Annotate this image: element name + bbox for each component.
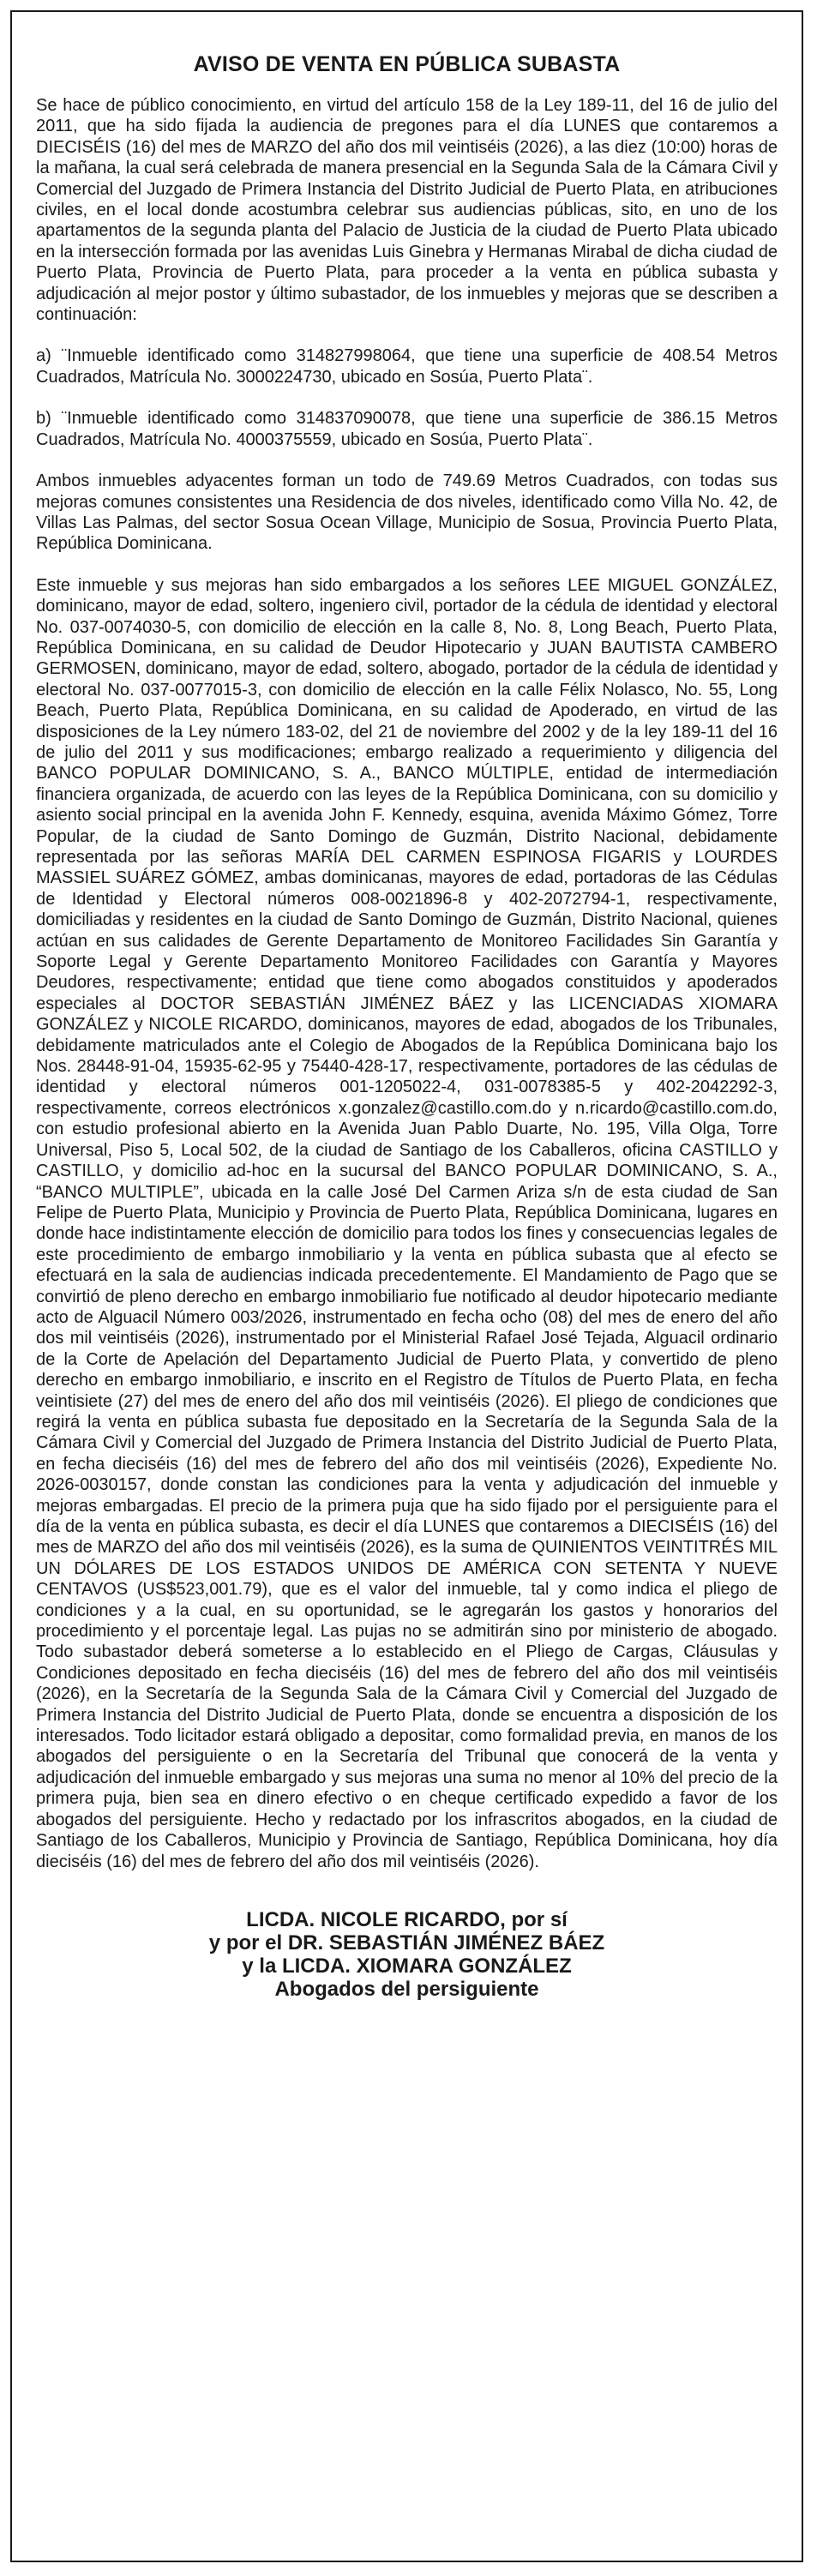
legal-notice-box (10, 10, 803, 2562)
signature-line-1: LICDA. NICOLE RICARDO, por sí (246, 1907, 568, 1931)
intro-paragraph: Se hace de público conocimiento, en virtud del artículo 158 de la Ley 189-11, del 16 de julio del 2011, que ha sido fijada la audiencia de pregones para el día LUNES que contaremos a DIECISÉIS (16) del mes de MARZO del año dos mil veintiséis (2026), a las diez (10:00) horas de la mañana, la cual será celebrada de manera presencial en la Segunda Sala de la Cámara Civil y Comercial del Juzgado de Primera Instancia del Distrito Judicial de Puerto Plata, en atribuciones civiles, en el local donde acostumbra celebrar sus audiencias públicas, sito, en uno de los apartamentos de la segunda planta del Palacio de Justicia de la ciudad de Puerto Plata ubicado en la intersección formada por las avenidas Luis Ginebra y Hermanas Mirabal de dicha ciudad de Puerto Plata, Provincia de Puerto Plata, para proceder a la venta en pública subasta y adjudicación al mejor postor y último subastador, de los inmuebles y mejoras que se describen a continuación: (36, 96, 778, 325)
seizure-details-paragraph: Este inmueble y sus mejoras han sido embargados a los señores LEE MIGUEL GONZÁLEZ, dominicano, mayor de edad, soltero, ingeniero civil, portador de la cédula de identidad y electoral No. 037-0074030-5, con domicilio de elección en la calle 8, No. 8, Long Beach, Puerto Plata, República Dominicana, en su calidad de Deudor Hipotecario y JUAN BAUTISTA CAMBERO GERMOSEN, dominicano, mayor de edad, soltero, abogado, portador de la cédula de identidad y electoral No. 037-0077015-3, con domicilio de elección en la calle Félix Nolasco, No. 55, Long Beach, Puerto Plata, República Dominicana, en su calidad de Apoderado, en virtud de las disposiciones de la Ley número 183-02, del 21 de noviembre del 2002 y de la ley 189-11 del 16 de julio del 2011 y sus modificaciones; embargo realizado a requerimiento y diligencia del BANCO POPULAR DOMINICANO, S. A., BANCO MÚLTIPLE, entidad de intermediación financiera organizada, de acuerdo con las leyes de la República Dominicana, con su domicilio y asiento social principal en la avenida John F. Kennedy, esquina, avenida Máximo Gómez, Torre Popular, de la ciudad de Santo Domingo de Guzmán, Distrito Nacional, debidamente representada por las señoras MARÍA DEL CARMEN ESPINOSA FIGARIS y LOURDES MASSIEL SUÁREZ GÓMEZ, ambas dominicanas, mayores de edad, portadoras de las Cédulas de Identidad y Electoral números 008-0021896-8 y 402-2072794-1, respectivamente, domiciliadas y residentes en la ciudad de Santo Domingo de Guzmán, Distrito Nacional, quienes actúan en sus calidades de Gerente Departamento de Monitoreo Facilidades Sin Garantía y Soporte Legal y Gerente Departamento Monitoreo Facilidades con Garantía y Mayores Deudores, respectivamente; entidad que tiene como abogados constituidos y apoderados especiales al DOCTOR SEBASTIÁN JIMÉNEZ BÁEZ y las LICENCIADAS XIOMARA GONZÁLEZ y NICOLE RICARDO, dominicanos, mayores de edad, abogados de los Tribunales, debidamente matriculados ante el Colegio de Abogados de la República Dominicana bajo los Nos. 28448-91-04, 15935-62-95 y 75440-428-17, respectivamente, portadores de las cédulas de identidad y electoral números 001-1205022-4, 031-0078385-5 y 402-2042292-3, respectivamente, correos electrónicos x.gonzalez@castillo.com.do y n.ricardo@castillo.com.do, con estudio profesional abierto en la Avenida Juan Pablo Duarte, No. 195, Villa Olga, Torre Universal, Piso 5, Local 502, de la ciudad de Santiago de los Caballeros, oficina CASTILLO y CASTILLO, y domicilio ad-hoc en la sucursal del BANCO POPULAR DOMINICANO, S. A., “BANCO MULTIPLE”, ubicada en la calle José Del Carmen Ariza s/n de esta ciudad de San Felipe de Puerto Plata, Municipio y Provincia de Puerto Plata, República Dominicana, lugares en donde hace indistintamente elección de domicilio para todos los fines y consecuencias legales de este procedimiento de embargo inmobiliario y la venta en pública subasta que al efecto se efectuará en la sala de audiencias indicada precedentemente. El Mandamiento de Pago que se convirtió de pleno derecho en embargo inmobiliario fue notificado al deudor hipotecario mediante acto de Alguacil Número 003/2026, instrumentado en fecha ocho (08) del mes de enero del año dos mil veintiséis (2026), instrumentado por el Ministerial Rafael José Tejada, Alguacil ordinario de la Corte de Apelación del Departamento Judicial de Puerto Plata, y convertido de pleno derecho en embargo inmobiliario, e inscrito en el Registro de Títulos de Puerto Plata, en fecha veintisiete (27) del mes de enero del año dos mil veintiséis (2026). El pliego de condiciones que regirá la venta en pública subasta fue depositado en la Secretaría de la Segunda Sala de la Cámara Civil y Comercial del Juzgado de Primera Instancia del Distrito Judicial de Puerto Plata, en fecha dieciséis (16) del mes de febrero del año dos mil veintiséis (2026), Expediente No. 2026-0030157, donde constan las condiciones para la venta y adjudicación del inmueble y mejoras embargadas. El precio de la primera puja que ha sido fijado por el persiguiente para el día de la venta en pública subasta, es decir el día LUNES que contaremos a DIECISÉIS (16) del mes de MARZO del año dos mil veintiséis (2026), es la suma de QUINIENTOS VEINTITRÉS MIL UN DÓLARES DE LOS ESTADOS UNIDOS DE AMÉRICA CON SETENTA Y NUEVE CENTAVOS (US$523,001.79), que es el valor del inmueble, tal y como indica el pliego de condiciones y a la cual, en su oportunidad, se le agregarán los gastos y honorarios del procedimiento y el porcentaje legal. Las pujas no se admitirán sino por ministerio de abogado. Todo subastador deberá someterse a lo establecido en el Pliego de Cargas, Cláusulas y Condiciones depositado en fecha dieciséis (16) del mes de febrero del año dos mil veintiséis (2026), en la Secretaría de la Segunda Sala de la Cámara Civil y Comercial del Juzgado de Primera Instancia del Distrito Judicial de Puerto Plata, donde se encuentra a disposición de los interesados. Todo licitador estará obligado a depositar, como formalidad previa, en manos de los abogados del persiguiente o en la Secretaría del Tribunal que conocerá de la venta y adjudicación del inmueble embargado y sus mejoras una suma no menor al 10% del precio de la primera puja, bien sea en dinero efectivo o en cheque certificado expedido a favor de los abogados del persiguiente. Hecho y redactado por los infrascritos abogados, en la ciudad de Santiago de los Caballeros, Municipio y Provincia de Santiago, República Dominicana, hoy día dieciséis (16) del mes de febrero del año dos mil veintiséis (2026). (36, 575, 778, 1871)
property-a-paragraph: a) ¨Inmueble identificado como 314827998064, que tiene una superficie de 408.54 Metros Cuadrados, Matrícula No. 3000224730, ubicado en Sosúa, Puerto Plata¨. (36, 346, 778, 387)
notice-content (36, 51, 778, 2001)
notice-title: AVISO DE VENTA EN PÚBLICA SUBASTA (193, 52, 621, 76)
signature-line-3: y la LICDA. XIOMARA GONZÁLEZ (242, 1954, 572, 1978)
signature-line-2: y por el DR. SEBASTIÁN JIMÉNEZ BÁEZ (208, 1930, 605, 1955)
property-b-paragraph: b) ¨Inmueble identificado como 314837090078, que tiene una superficie de 386.15 Metros Cuadrados, Matrícula No. 4000375559, ubicado en Sosúa, Puerto Plata¨. (36, 409, 778, 449)
combined-property-paragraph: Ambos inmuebles adyacentes forman un todo de 749.69 Metros Cuadrados, con todas sus mejoras comunes consistentes una Residencia de dos niveles, identificado como Villa No. 42, de Villas Las Palmas, del sector Sosua Ocean Village, Municipio de Sosua, Provincia Puerto Plata, República Dominicana. (36, 471, 778, 554)
signature-block (36, 1908, 778, 2001)
signature-line-4: Abogados del persiguiente (274, 1977, 539, 2001)
